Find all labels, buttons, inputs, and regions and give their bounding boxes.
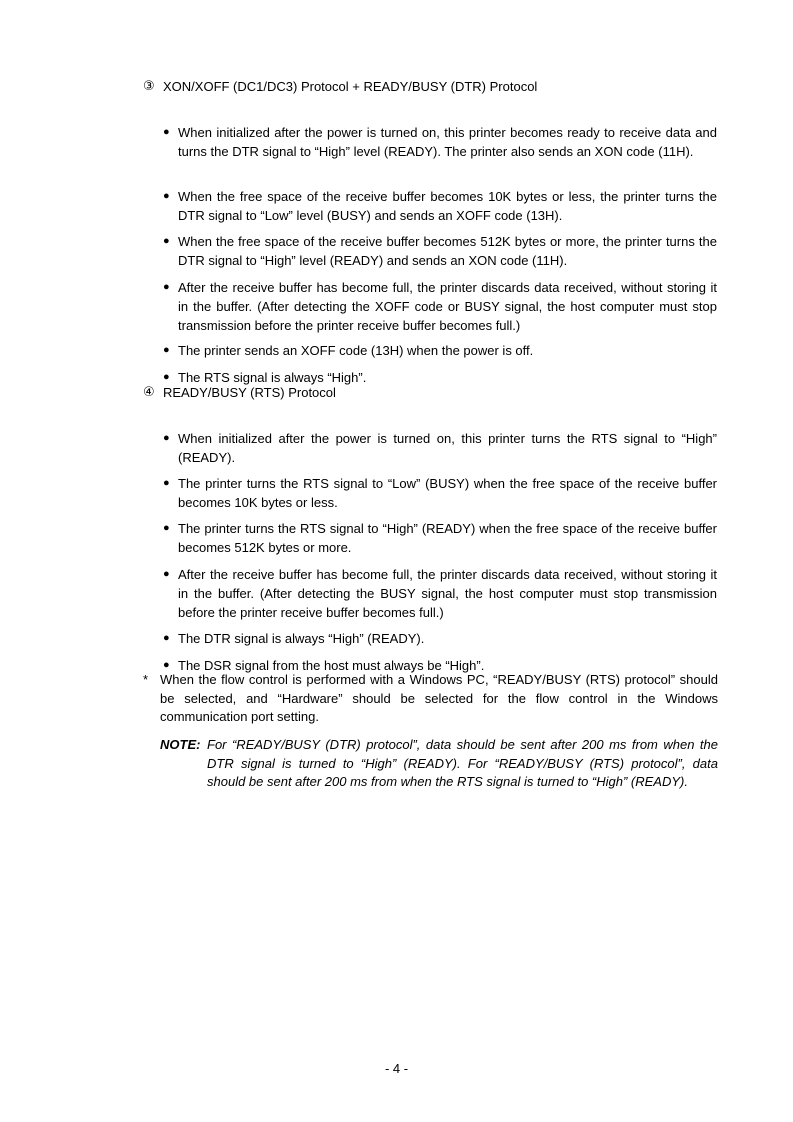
list-item [163,232,717,270]
note-label: NOTE: [160,737,201,752]
bullet-icon: ● [163,281,170,293]
section-heading [143,383,723,402]
list-item [163,429,717,467]
note [160,736,718,792]
note-text: For “READY/BUSY (DTR) protocol”, data should be sent after 200 ms from when the DTR signal is turned to “High” (READY). For “READY/BUSY (RTS) protocol”, data should be sent after 200 ms from when the RTS signal is turned to “High” (READY). [207,737,718,789]
section-number: ③ [143,79,155,94]
list-item-text: When the free space of the receive buffer becomes 10K bytes or less, the printer turns the DTR signal to “Low” level (BUSY) and sends an XOFF code (13H). [178,189,717,223]
list-item-text: After the receive buffer has become full, the printer discards data received, without storing it in the buffer. (After detecting the BUSY signal, the host computer must stop transmission before the printer receive buffer becomes full.) [178,567,717,620]
bullet-icon: ● [163,522,170,534]
list-item [163,278,717,335]
footnote [143,671,718,727]
list-item-text: The RTS signal is always “High”. [178,370,367,385]
list-item [163,474,717,512]
list-item-text: The DTR signal is always “High” (READY). [178,631,425,646]
section-ready-busy-rts [143,383,723,673]
list-item-text: The printer turns the RTS signal to “Low” (BUSY) when the free space of the receive buffer becomes 10K bytes or less. [178,476,717,510]
list-item-text: After the receive buffer has become full, the printer discards data received, without storing it in the buffer. (After detecting the XOFF code or BUSY signal, the host computer must stop transmission before the printer receive buffer becomes full.) [178,280,717,333]
footnote-text: When the flow control is performed with a Windows PC, “READY/BUSY (RTS) protocol” should be selected, and “Hardware” should be selected for the flow control in the Windows communication port setting. [160,672,718,724]
section-title: READY/BUSY (RTS) Protocol [163,385,336,400]
section-title: XON/XOFF (DC1/DC3) Protocol + READY/BUSY (DTR) Protocol [163,79,538,94]
list-item [163,341,717,360]
bullet-icon: ● [163,659,170,671]
list-item [163,565,717,622]
bullet-icon: ● [163,344,170,356]
bullet-icon: ● [163,371,170,383]
asterisk-mark: * [143,672,149,687]
list-item-text: The printer turns the RTS signal to “High” (READY) when the free space of the receive buffer becomes 512K bytes or more. [178,521,717,555]
list-item [163,629,717,648]
bullet-icon: ● [163,432,170,444]
bullet-icon: ● [163,190,170,202]
bullet-icon: ● [163,477,170,489]
list-item-text: The DSR signal from the host must always be “High”. [178,658,485,673]
bullet-icon: ● [163,235,170,247]
list-item-text: When the free space of the receive buffer becomes 512K bytes or more, the printer turns the DTR signal to “High” level (READY) and sends an XON code (11H). [178,234,717,268]
list-item-text: The printer sends an XOFF code (13H) when the power is off. [178,343,534,358]
bullet-icon: ● [163,568,170,580]
list-item-text: When initialized after the power is turned on, this printer turns the RTS signal to “High” (READY). [178,431,717,465]
section-heading [143,77,723,96]
section-number: ④ [143,385,155,400]
list-item [163,519,717,557]
list-item [163,187,717,225]
bullet-icon: ● [163,632,170,644]
bullet-icon: ● [163,126,170,138]
list-item [163,123,717,161]
page-number: - 4 - [384,1061,409,1076]
section-xon-xoff-dtr [143,77,723,385]
list-item-text: When initialized after the power is turned on, this printer becomes ready to receive data and turns the DTR signal to “High” level (READY). The printer also sends an XON code (11H). [178,125,717,159]
